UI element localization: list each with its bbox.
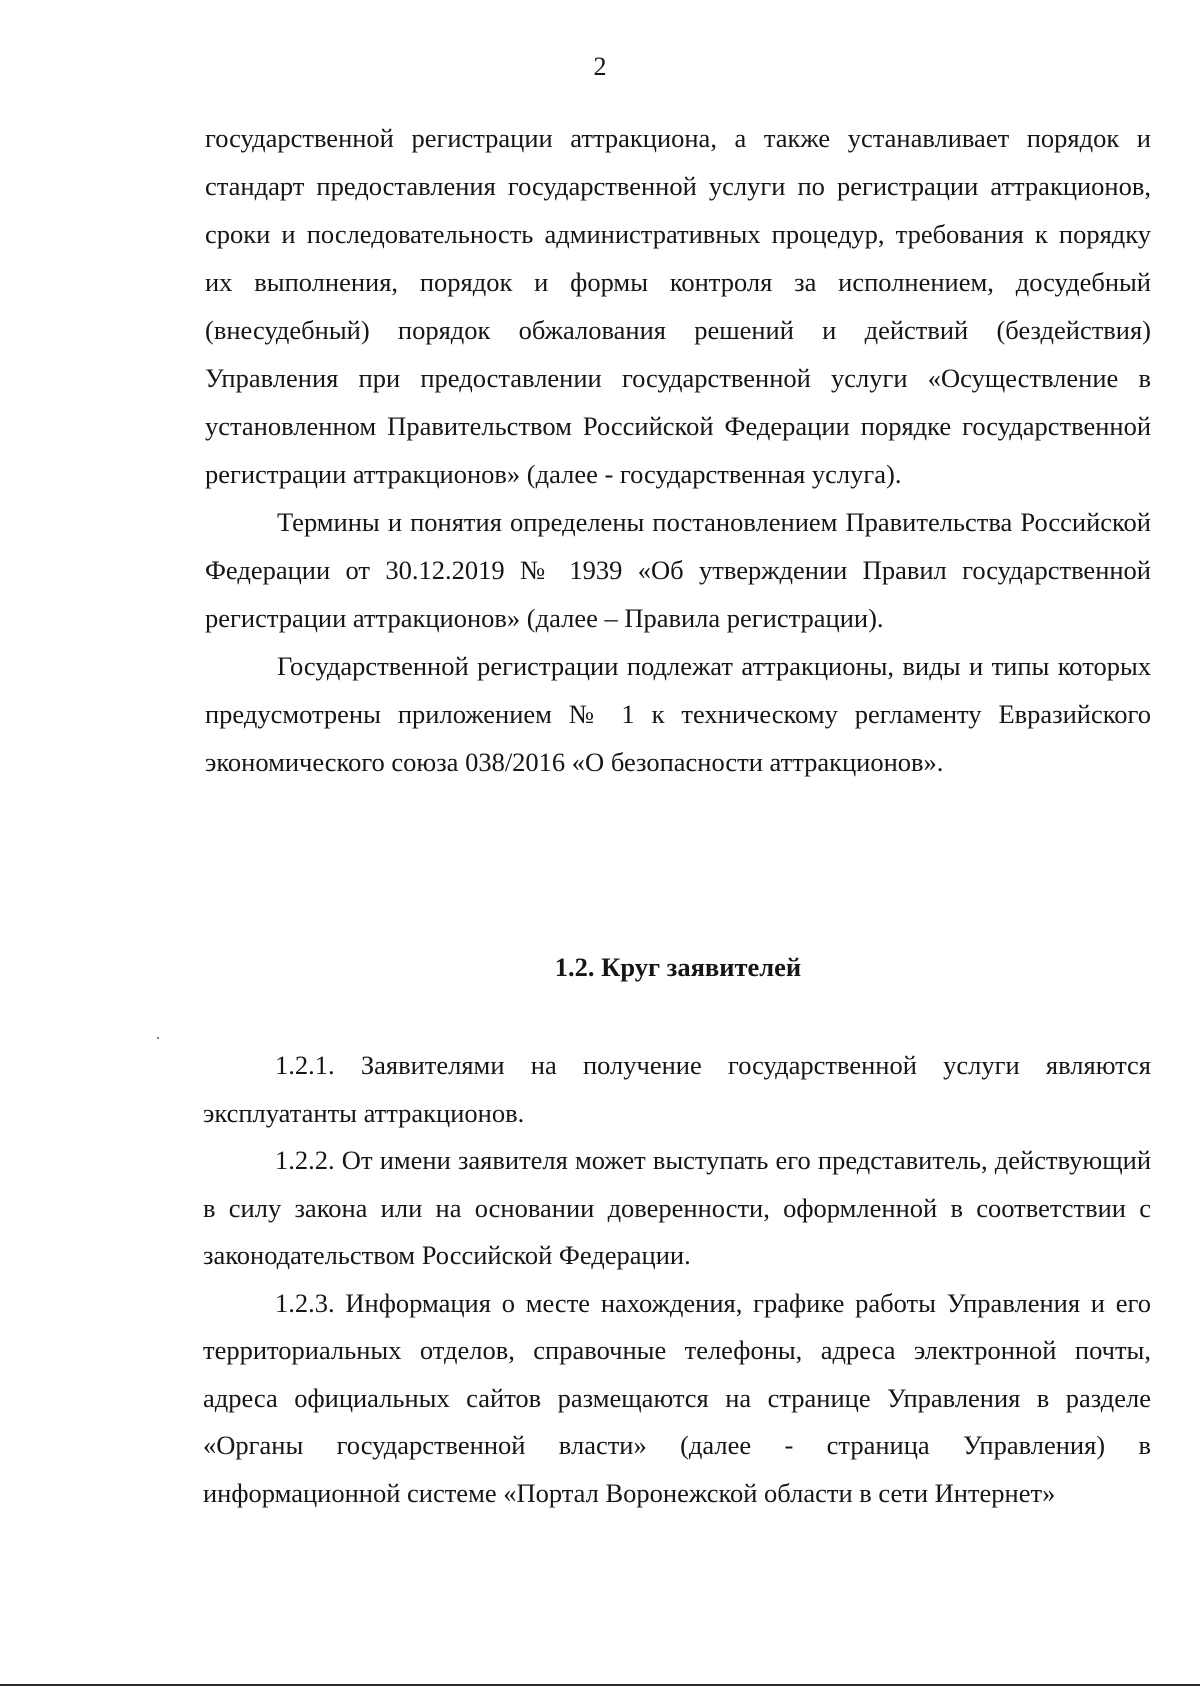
paragraph-terms: Термины и понятия определены постановлением Правительства Российской Федерации от 30.12.2019 № 1939 «Об утверждении Правил государственной регистрации аттракционов» (далее – Правила регистрации). bbox=[205, 507, 1151, 633]
paragraph-registration-scope: Государственной регистрации подлежат аттракционы, виды и типы которых предусмотрены приложением № 1 к техническому регламенту Евразийского экономического союза 038/2016 «О безопасности аттракционов». bbox=[205, 651, 1151, 777]
document-body bbox=[205, 114, 1151, 786]
section-item-1-2-1: 1.2.1. Заявителями на получение государственной услуги являются эксплуатанты аттракционов. bbox=[203, 1050, 1151, 1128]
section-heading: 1.2. Круг заявителей bbox=[554, 952, 802, 982]
section-item-1-2-2: 1.2.2. От имени заявителя может выступать его представитель, действующий в силу закона или на основании доверенности, оформленной в соответствии с законодательством Российской Федерации. bbox=[203, 1145, 1151, 1270]
paragraph-continuation: государственной регистрации аттракциона, а также устанавливает порядок и стандарт предоставления государственной услуги по регистрации аттракционов, сроки и последовательность административных процедур, требования к порядку их выполнения, порядок и формы контроля за исполнением, досудебный (внесудебный) порядок обжалования решений и действий (бездействия) Управления при предоставлении государственной услуги «Осуществление в установленном Правительством Российской Федерации порядке государственной регистрации аттракционов» (далее - государственная услуга). bbox=[205, 123, 1151, 489]
scan-speck bbox=[157, 1037, 159, 1039]
bottom-page-edge bbox=[0, 1684, 1200, 1686]
page-number: 2 bbox=[593, 52, 607, 81]
section-item-1-2-3: 1.2.3. Информация о месте нахождения, графике работы Управления и его территориальных отделов, справочные телефоны, адреса электронной почты, адреса официальных сайтов размещаются на странице Управления в разделе «Органы государственной власти» (далее - страница Управления) в информационной системе «Портал Воронежской области в сети Интернет» bbox=[203, 1287, 1151, 1508]
section-body bbox=[203, 1042, 1151, 1517]
